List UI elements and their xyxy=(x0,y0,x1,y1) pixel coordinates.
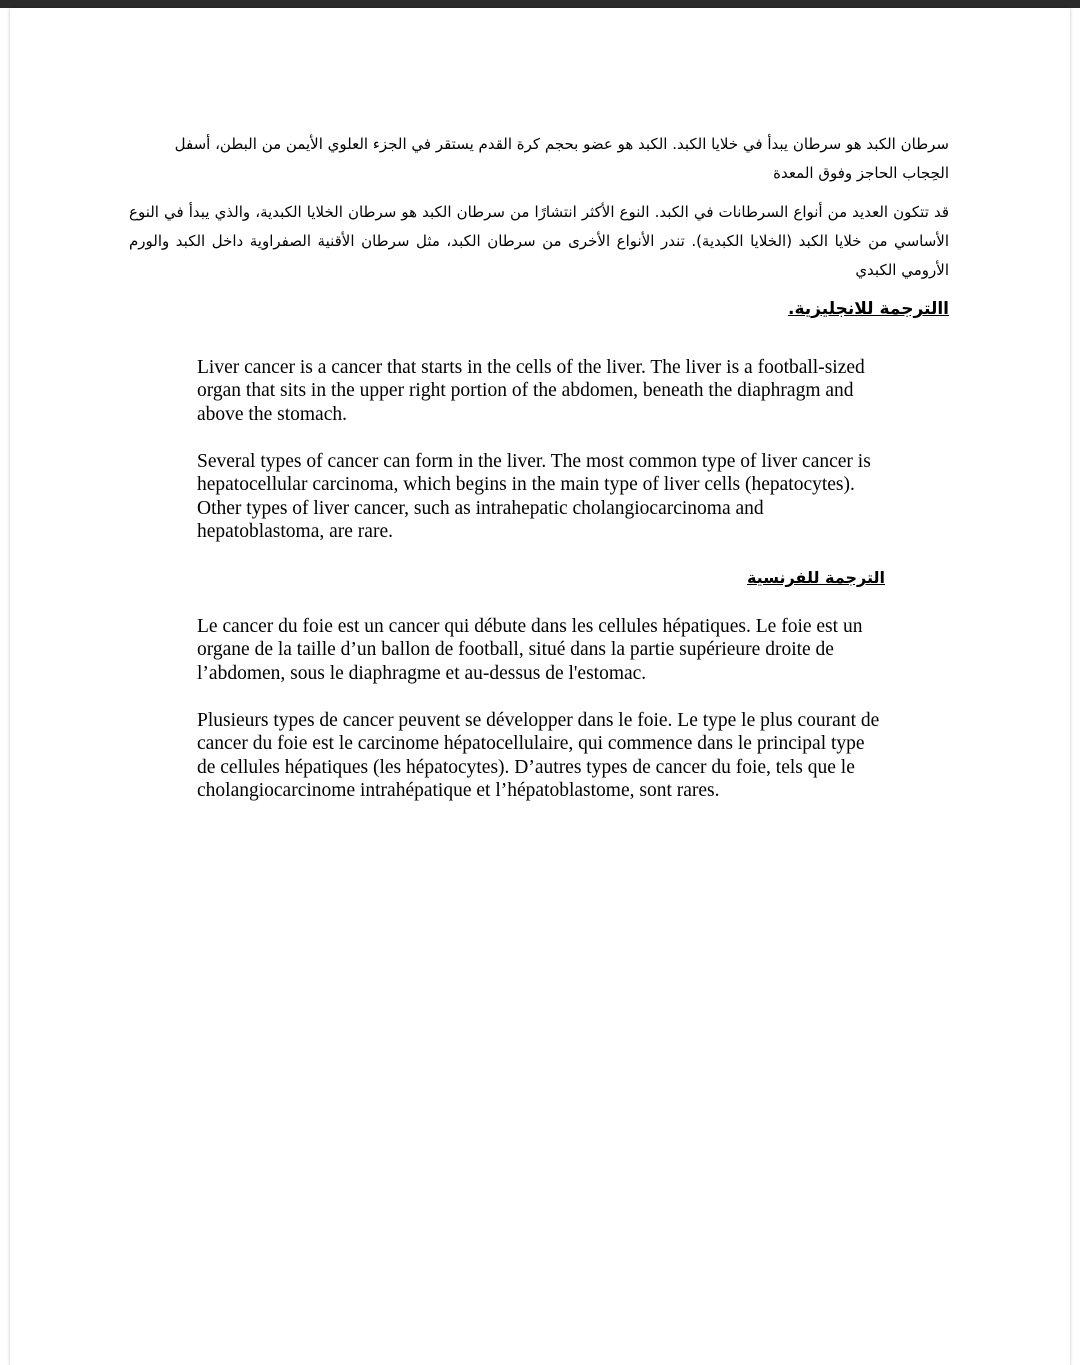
document-page xyxy=(10,8,1070,1365)
french-paragraph-2: Plusieurs types de cancer peuvent se développer dans le foie. Le type le plus courant de cancer du foie est le carcinome hépatocellulaire, qui commence dans le principal type de cellules hépatiques (les hépatocytes). D’autres types de cancer du foie, tels que le cholangiocarcinome intrahépatique et l’hépatoblastome, sont rares. xyxy=(197,710,880,801)
arabic-paragraph-2: قد تتكون العديد من أنواع السرطانات في الكبد. النوع الأكثر انتشارًا من سرطان الكبد هو سرطان الخلايا الكبدية، والذي يبدأ في النوع الأساسي من خلايا الكبد (الخلايا الكبدية). تندر الأنواع الأخرى من سرطان الكبد، مثل سرطان الأقنية الصفراوية داخل الكبد والورم الأرومي الكبدي xyxy=(129,203,949,279)
heading-french-translation: الترجمة للفرنسية xyxy=(746,568,885,587)
arabic-paragraph-1: سرطان الكبد هو سرطان يبدأ في خلايا الكبد. الكبد هو عضو بحجم كرة القدم يستقر في الجزء العلوي الأيمن من البطن، أسفل الحِجاب الحاجز وفوق المعدة xyxy=(174,135,949,182)
english-paragraph-1: Liver cancer is a cancer that starts in the cells of the liver. The liver is a football-sized organ that sits in the upper right portion of the abdomen, beneath the diaphragm and above the stomach. xyxy=(197,357,865,425)
english-paragraph-2: Several types of cancer can form in the liver. The most common type of liver cancer is hepatocellular carcinoma, which begins in the main type of liver cells (hepatocytes). Other types of liver cancer, such as intrahepatic cholangiocarcinoma and hepatoblastoma, are rare. xyxy=(197,451,871,542)
french-paragraph-1: Le cancer du foie est un cancer qui débute dans les cellules hépatiques. Le foie est un organe de la taille d’un ballon de football, situé dans la partie supérieure droite de l’abdomen, sous le diaphragme et au-dessus de l'estomac. xyxy=(197,616,863,684)
heading-english-translation: االترجمة للانجليزية. xyxy=(788,299,949,319)
viewer-top-bar xyxy=(0,0,1080,8)
